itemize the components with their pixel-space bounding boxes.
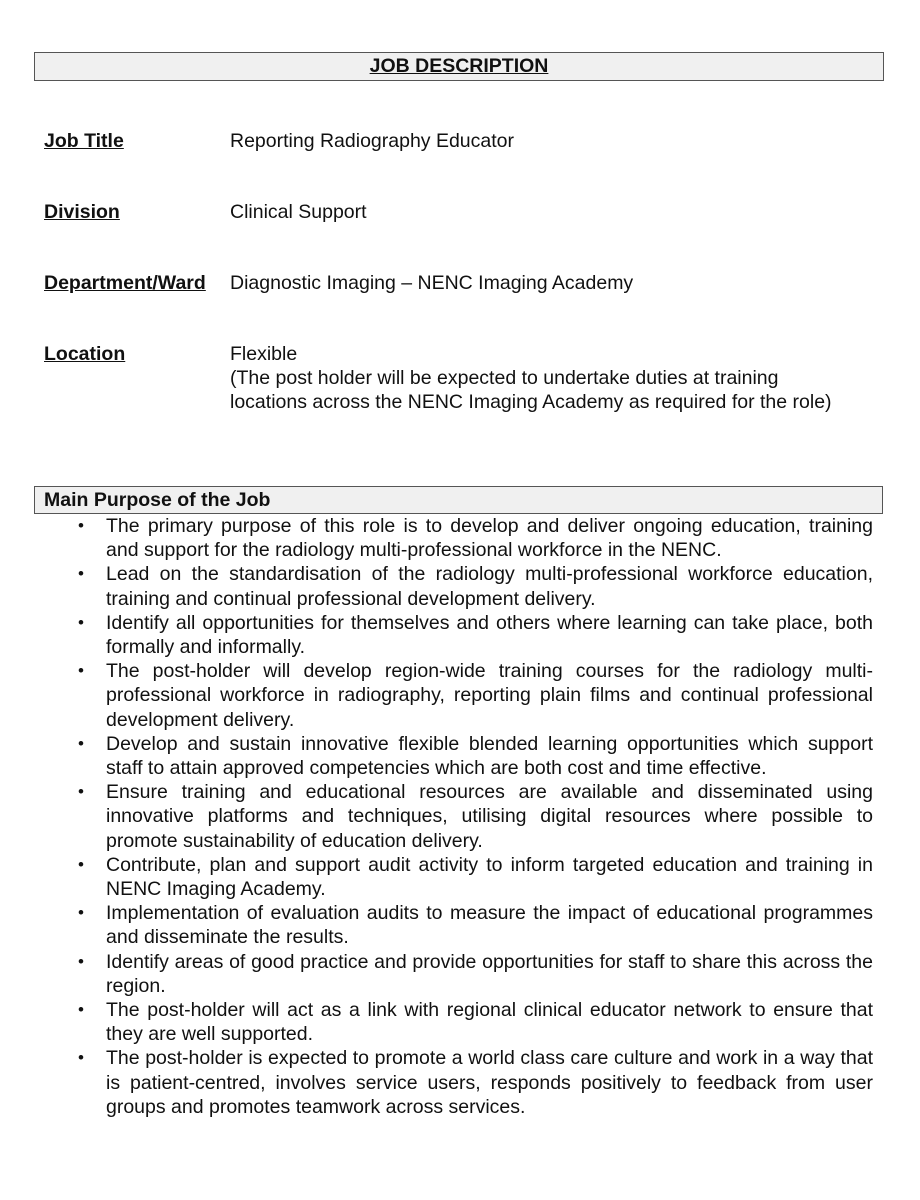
division-value: Clinical Support xyxy=(230,201,367,223)
list-item-text: The post-holder will develop region-wide training courses for the radiology multi-professional workforce in radiography, reporting plain films and continual professional development delivery. xyxy=(106,660,873,731)
list-item-text: Lead on the standardisation of the radiology multi-professional workforce education, training and continual professional development delivery. xyxy=(106,563,873,610)
location-note-line-2: locations across the NENC Imaging Academy as required for the role) xyxy=(230,391,832,413)
field-department xyxy=(44,271,884,295)
list-item xyxy=(78,732,873,780)
list-item-text: Implementation of evaluation audits to measure the impact of educational programmes and disseminate the results. xyxy=(106,902,873,949)
list-item-text: Identify all opportunities for themselves and others where learning can take place, both formally and informally. xyxy=(106,611,873,659)
bullet-icon: • xyxy=(78,661,84,681)
list-item-text: The post-holder will act as a link with regional clinical educator network to ensure that they are well supported. xyxy=(106,999,873,1046)
list-item xyxy=(78,562,873,610)
department-label: Department/Ward xyxy=(44,272,206,294)
department-value: Diagnostic Imaging – NENC Imaging Academy xyxy=(230,272,634,294)
field-location xyxy=(44,342,884,414)
bullet-icon: • xyxy=(78,951,84,971)
list-item xyxy=(78,853,873,901)
location-note-line-1: (The post holder will be expected to undertake duties at training xyxy=(230,367,779,389)
list-item-text: Ensure training and educational resources are available and disseminated using innovative platforms and techniques, utilising digital resources where possible to promote sustainability of education delivery. xyxy=(106,781,873,852)
list-item-text: The primary purpose of this role is to develop and deliver ongoing education, training and support for the radiology multi-professional workforce in the NENC. xyxy=(106,515,873,562)
main-purpose-heading: Main Purpose of the Job xyxy=(44,488,271,511)
bullet-icon: • xyxy=(78,903,84,923)
list-item xyxy=(78,514,873,562)
document-title-banner xyxy=(34,52,884,81)
list-item xyxy=(78,950,873,998)
bullet-icon: • xyxy=(78,1048,84,1068)
location-label: Location xyxy=(44,343,126,365)
division-label: Division xyxy=(44,201,120,223)
document-title: JOB DESCRIPTION xyxy=(369,55,549,77)
list-item xyxy=(78,1046,873,1119)
list-item xyxy=(78,611,873,659)
main-purpose-list xyxy=(78,514,873,1119)
list-item xyxy=(78,659,873,732)
list-item xyxy=(78,998,873,1046)
bullet-icon: • xyxy=(78,564,84,584)
list-item xyxy=(78,901,873,949)
list-item-text: Identify areas of good practice and provide opportunities for staff to share this across the region. xyxy=(106,950,873,997)
main-purpose-heading-box xyxy=(34,486,883,514)
bullet-icon: • xyxy=(78,854,84,874)
bullet-icon: • xyxy=(78,612,84,632)
field-division xyxy=(44,200,884,224)
location-value: Flexible xyxy=(230,343,298,365)
list-item-text: The post-holder is expected to promote a world class care culture and work in a way that is patient-centred, involves service users, responds positively to feedback from user groups and promotes teamwork across services. xyxy=(106,1047,873,1118)
job-title-label: Job Title xyxy=(44,130,124,152)
bullet-icon: • xyxy=(78,733,84,753)
bullet-icon: • xyxy=(78,782,84,802)
bullet-icon: • xyxy=(78,1000,84,1020)
job-title-value: Reporting Radiography Educator xyxy=(230,130,515,152)
list-item-text: Develop and sustain innovative flexible blended learning opportunities which support staff to attain approved competencies which are both cost and time effective. xyxy=(106,732,873,780)
list-item xyxy=(78,780,873,853)
location-value-block xyxy=(230,342,884,414)
list-item-text: Contribute, plan and support audit activity to inform targeted education and training in NENC Imaging Academy. xyxy=(106,853,873,901)
bullet-icon: • xyxy=(78,516,84,535)
field-job-title xyxy=(44,129,884,153)
